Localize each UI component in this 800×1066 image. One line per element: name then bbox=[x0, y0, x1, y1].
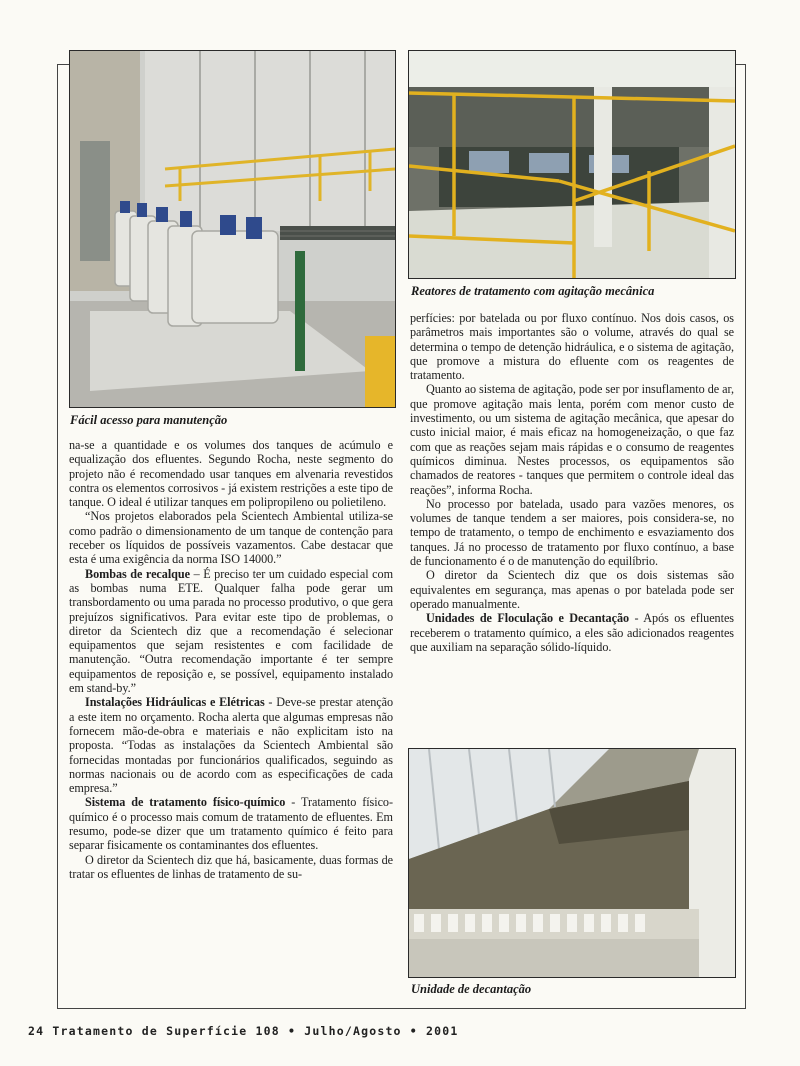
right-paragraph-2: Quanto ao sistema de agitação, pode ser por insuflamento de ar, que promove agitação mais lenta, porém com menor custo de investimento, ou um sistema de agitação mecânica, que apesar do custo inicial maior, é mais eficaz na homogeneização, o que faz com que as reações sejam mais rápidas e o consumo de reagentes químicos diminua. Nestes processos, os equipamentos são chamados de reatores - tanques que permitem o controle ideal das reações”, informa Rocha. bbox=[410, 382, 734, 497]
caption-photo-tanks: Fácil acesso para manutenção bbox=[70, 413, 228, 427]
page-footer: 24 Tratamento de Superfície 108 • Julho/Agosto • 2001 bbox=[28, 1024, 459, 1038]
left-paragraph-4-text: - Deve-se prestar atenção a este item no orçamento. Rocha alerta que algumas empresas não fornecem mão-de-obra e materiais e não explicitam isto na proposta. “Todas as instalações da Scientech Ambiental são fornecidas montadas por funcionários qualificados, seguindo as normas nacionais ou de acordo com as especificações de cada empresa.” bbox=[69, 695, 393, 796]
left-frame-rule bbox=[57, 64, 58, 1008]
right-paragraph-4: O diretor da Scientech diz que os dois sistemas são equivalentes em segurança, mas apenas o por batelada pode ser operado manualmente. bbox=[410, 568, 734, 611]
left-paragraph-5-text: - Tratamento físico-químico é o processo mais comum de tratamento de efluentes. Em resumo, pode-se dizer que um tratamento químico é feito para separar fisicamente os contaminantes dos efluentes. bbox=[69, 795, 393, 853]
heading-bombas-de-recalque: Bombas de recalque bbox=[85, 566, 190, 581]
left-paragraph-2: “Nos projetos elaborados pela Scientech Ambiental utiliza-se como padrão o dimensionamento de um tanque de contenção para receber os líquidos de possíveis vazamentos. Cabe destacar que esta é uma exigência da norma ISO 14000.” bbox=[69, 509, 393, 567]
photo-tanks bbox=[69, 50, 396, 408]
right-paragraph-1: perfícies: por batelada ou por fluxo contínuo. Nos dois casos, os parâmetros mais importantes são o volume, através do qual se determina o tempo de detenção hidráulica, e o sistema de agitação, que promove a mistura do efluente com os reagentes de tratamento. bbox=[410, 311, 734, 383]
reactors-illustration bbox=[409, 51, 735, 278]
right-paragraph-5 bbox=[410, 611, 734, 654]
caption-photo-decantation: Unidade de decantação bbox=[411, 982, 532, 996]
photo-reactors bbox=[408, 50, 736, 279]
caption-photo-reactors: Reatores de tratamento com agitação mecânica bbox=[411, 284, 655, 298]
right-frame-rule bbox=[745, 64, 746, 1008]
tanks-illustration bbox=[70, 51, 395, 407]
bottom-frame-rule bbox=[57, 1008, 746, 1009]
heading-floculacao-decantacao: Unidades de Floculação e Decantação bbox=[426, 611, 630, 626]
left-paragraph-5 bbox=[69, 795, 393, 852]
left-paragraph-4 bbox=[69, 695, 393, 795]
left-paragraph-1: na-se a quantidade e os volumes dos tanques de acúmulo e equalização dos efluentes. Segundo Rocha, neste segmento do projeto não é recomendado usar tanques em alvenaria revestidos contra os elementos corrosivos - já existem restrições a este tipo de tanque. O ideal é utilizar tanques em polipropileno ou polietileno. bbox=[69, 438, 393, 510]
left-text-column bbox=[69, 438, 393, 881]
left-paragraph-3-text: – É preciso ter um cuidado especial com as bombas numa ETE. Qualquer falha pode gerar um transbordamento ou uma parada no processo produtivo, o que gera prejuízos significativos. Para evitar este tipo de problemas, o diretor da Scientech diz que a recomendação é selecionar equipamentos que sejam resistentes e com facilidade de manutenção. “Outra recomendação importante é ter sempre equipamentos de reposição e, se possível, equipamento instalado em stand-by.” bbox=[69, 566, 393, 696]
top-left-frame-rule bbox=[57, 64, 69, 65]
right-paragraph-3: No processo por batelada, usado para vazões menores, os volumes de tanque tendem a ser maiores, pois considera-se, no tempo de tratamento, o tempo de enchimento e esvaziamento dos tanques. Já no processo de tratamento por fluxo contínuo, a base de funcionamento é o de manutenção do equilíbrio. bbox=[410, 496, 734, 569]
right-paragraph-5-text: - Após os efluentes receberem o tratamento químico, a eles são adicionados reagentes que auxiliam na separação sólido-líquido. bbox=[410, 611, 734, 654]
left-paragraph-3 bbox=[69, 567, 393, 696]
heading-sistema-fisico-quimico: Sistema de tratamento físico-químico bbox=[85, 795, 286, 810]
right-text-column bbox=[410, 311, 734, 654]
photo-decantation-unit bbox=[408, 748, 736, 978]
heading-instalacoes: Instalações Hidráulicas e Elétricas bbox=[85, 695, 265, 710]
decantation-illustration bbox=[409, 749, 735, 977]
left-paragraph-6: O diretor da Scientech diz que há, basicamente, duas formas de tratar os efluentes de linhas de tratamento de su- bbox=[69, 852, 393, 881]
